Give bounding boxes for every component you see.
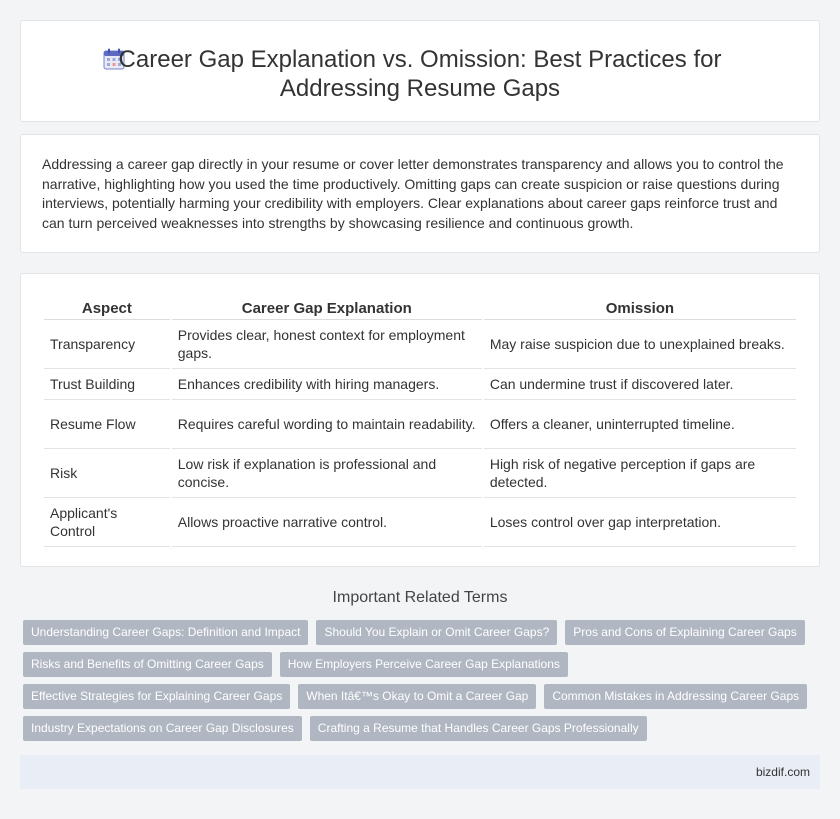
cell-aspect: Risk	[44, 449, 170, 498]
related-term-tag[interactable]: How Employers Perceive Career Gap Explanations	[280, 652, 568, 677]
tag-row	[23, 620, 813, 645]
header-explanation: Career Gap Explanation	[172, 296, 482, 320]
cell-explanation: Allows proactive narrative control.	[172, 498, 482, 547]
comparison-table	[42, 296, 798, 547]
cell-aspect: Resume Flow	[44, 400, 170, 449]
cell-explanation: Low risk if explanation is professional and concise.	[172, 449, 482, 498]
related-terms-title: Important Related Terms	[332, 589, 508, 606]
table-row	[44, 498, 796, 547]
related-term-tag[interactable]: When Itâ€™s Okay to Omit a Career Gap	[298, 684, 536, 709]
cell-explanation: Requires careful wording to maintain readability.	[172, 400, 482, 449]
comparison-card	[20, 273, 820, 567]
cell-omission: Can undermine trust if discovered later.	[484, 369, 796, 400]
tag-row	[23, 652, 813, 677]
tag-row	[23, 716, 813, 741]
related-terms-list	[23, 620, 813, 748]
footer-site-link[interactable]: bizdif.com	[755, 765, 810, 779]
header-aspect: Aspect	[44, 296, 170, 320]
header-card	[20, 20, 820, 122]
related-term-tag[interactable]: Effective Strategies for Explaining Career Gaps	[23, 684, 290, 709]
related-term-tag[interactable]: Industry Expectations on Career Gap Disclosures	[23, 716, 302, 741]
page-title-line-2: Addressing Resume Gaps	[279, 75, 561, 102]
cell-omission: High risk of negative perception if gaps are detected.	[484, 449, 796, 498]
related-term-tag[interactable]: Understanding Career Gaps: Definition and Impact	[23, 620, 308, 645]
table-row	[44, 449, 796, 498]
cell-aspect: Trust Building	[44, 369, 170, 400]
table-row	[44, 369, 796, 400]
related-term-tag[interactable]: Common Mistakes in Addressing Career Gaps	[544, 684, 807, 709]
cell-aspect: Transparency	[44, 320, 170, 369]
table-row	[44, 320, 796, 369]
table-row	[44, 400, 796, 449]
header-omission: Omission	[484, 296, 796, 320]
cell-explanation: Enhances credibility with hiring managers.	[172, 369, 482, 400]
tag-row	[23, 684, 813, 709]
page-title-line-1: Career Gap Explanation vs. Omission: Best Practices for	[118, 46, 722, 73]
footer	[20, 755, 820, 789]
page-title	[21, 45, 819, 103]
table-header-row	[44, 296, 796, 320]
related-term-tag[interactable]: Pros and Cons of Explaining Career Gaps	[565, 620, 804, 645]
intro-card	[20, 134, 820, 253]
intro-paragraph: Addressing a career gap directly in your resume or cover letter demonstrates transparency and allows you to control the narrative, highlighting how you used the time productively. Omitting gaps can create suspicion or raise questions during interviews, potentially harming your credibility with employers. Clear explanations about career gaps reinforce trust and can turn perceived weaknesses into strengths by showcasing resilience and continuous growth.	[42, 156, 784, 231]
related-term-tag[interactable]: Risks and Benefits of Omitting Career Gaps	[23, 652, 272, 677]
cell-omission: May raise suspicion due to unexplained breaks.	[484, 320, 796, 369]
related-term-tag[interactable]: Should You Explain or Omit Career Gaps?	[316, 620, 557, 645]
cell-omission: Offers a cleaner, uninterrupted timeline.	[484, 400, 796, 449]
cell-explanation: Provides clear, honest context for employment gaps.	[172, 320, 482, 369]
cell-omission: Loses control over gap interpretation.	[484, 498, 796, 547]
related-term-tag[interactable]: Crafting a Resume that Handles Career Gaps Professionally	[310, 716, 647, 741]
cell-aspect: Applicant's Control	[44, 498, 170, 547]
